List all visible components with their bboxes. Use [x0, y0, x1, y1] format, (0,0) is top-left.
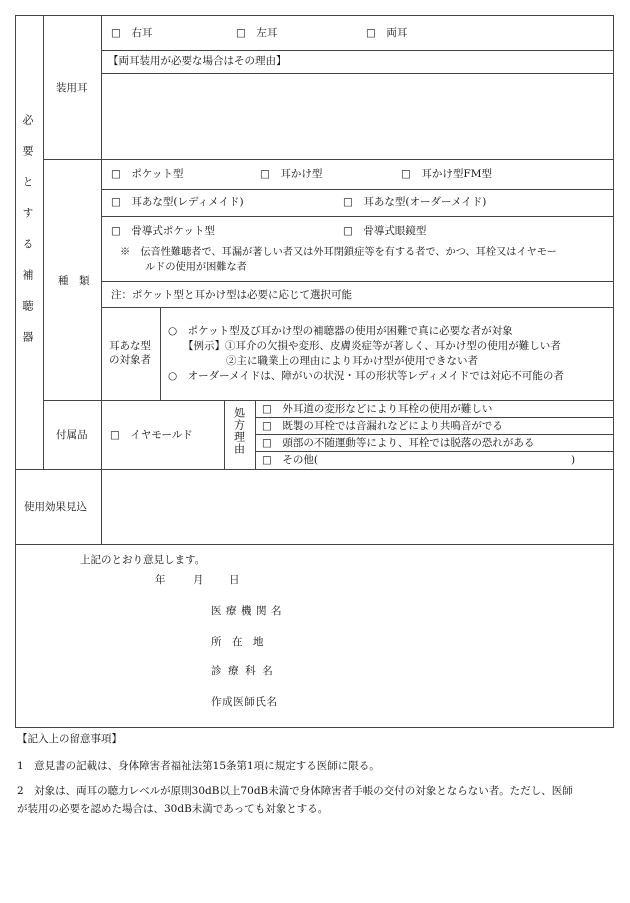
- divider: [15, 544, 614, 545]
- checkbox-in-ear-ready-made[interactable]: □ 耳あな型(レディメイド): [111, 196, 244, 208]
- other-reason-input[interactable]: [330, 453, 566, 467]
- date-day-label: 日: [229, 574, 240, 586]
- checkbox-in-ear-custom-made[interactable]: □ 耳あな型(オーダーメイド): [343, 196, 487, 208]
- expected-effect-label: 使用効果見込: [24, 501, 87, 513]
- checkbox-behind-ear-fm-type[interactable]: □ 耳かけ型FM型: [401, 168, 492, 180]
- checkbox-bone-conduction-pocket[interactable]: □ 骨導式ポケット型: [111, 225, 215, 237]
- department-label: 診療科名: [211, 665, 280, 677]
- checkbox-reason-other[interactable]: □ その他(: [262, 454, 319, 466]
- in-ear-criteria-line: ○ オーダーメイドは、障がいの状況・耳の形状等レディメイドでは対応不可能の者: [168, 370, 564, 382]
- soubi-label: 装用耳: [56, 82, 88, 94]
- divider: [160, 307, 161, 401]
- checkbox-left-ear[interactable]: □ 左耳: [236, 27, 278, 39]
- border-left: [15, 15, 16, 728]
- shurui-label: 種 類: [58, 275, 90, 287]
- in-ear-target-label-2: の対象者: [109, 354, 151, 366]
- doctor-name-label: 作成医師氏名: [211, 696, 278, 708]
- divider: [224, 400, 225, 470]
- divider: [255, 400, 256, 470]
- divider: [43, 400, 613, 401]
- note-item-2-continued: が装用の必要を認めた場合は、30dB未満であっても対象とする。: [17, 803, 329, 815]
- divider-left-column: [43, 15, 44, 470]
- divider: [101, 216, 613, 217]
- checkbox-ear-mold[interactable]: □ イヤモールド: [110, 429, 193, 441]
- divider: [43, 159, 613, 160]
- bone-conduction-note-line1: ※ 伝音性難聴者で、耳漏が著しい者又は外耳閉鎖症等を有する者で、かつ、耳栓又はイヤモー: [120, 247, 557, 258]
- divider-label-column: [101, 15, 102, 545]
- checkbox-reason-fall-off[interactable]: □ 頭部の不随運動等により、耳栓では脱落の恐れがある: [262, 437, 535, 449]
- divider: [15, 469, 614, 470]
- bone-conduction-note-line2: ルドの使用が困難な者: [145, 262, 247, 273]
- divider: [255, 451, 613, 452]
- divider: [101, 50, 613, 51]
- section-label-hearing-aid: 必要とする補聴器: [21, 114, 34, 362]
- date-month-label: 月: [193, 574, 204, 586]
- accessories-label: 付属品: [56, 429, 88, 441]
- border-top: [15, 15, 614, 16]
- checkbox-bone-conduction-glasses[interactable]: □ 骨導式眼鏡型: [343, 225, 427, 237]
- prescription-reason-label: 処方理由: [232, 407, 246, 455]
- border-right: [613, 15, 614, 728]
- note-item-2: 2 対象は、両耳の聴力レベルが原則30dB以上70dB未満で身体障害者手帳の交付の対象とならない者。ただし、医師: [17, 785, 573, 797]
- in-ear-criteria-line: ②主に職業上の理由により耳かけ型が使用できない者: [226, 355, 478, 367]
- checkbox-right-ear[interactable]: □ 右耳: [111, 27, 153, 39]
- date-year-label: 年: [155, 574, 166, 586]
- checkbox-pocket-type[interactable]: □ ポケット型: [111, 168, 184, 180]
- checkbox-both-ears[interactable]: □ 両耳: [366, 27, 408, 39]
- divider: [101, 189, 613, 190]
- border-bottom: [15, 727, 614, 728]
- notes-title: 【記入上の留意事項】: [17, 733, 122, 745]
- type-selection-note: 注：ポケット型と耳かけ型は必要に応じて選択可能: [111, 289, 352, 301]
- address-label: 所 在 地: [211, 636, 264, 648]
- note-item-1: 1 意見書の記載は、身体障害者福祉法第15条第1項に規定する医師に限る。: [17, 760, 380, 772]
- divider: [255, 417, 613, 418]
- expected-effect-field[interactable]: [103, 472, 611, 542]
- divider: [101, 73, 613, 74]
- checkbox-behind-ear-type[interactable]: □ 耳かけ型: [260, 168, 323, 180]
- checkbox-reason-ear-canal[interactable]: □ 外耳道の変形などにより耳栓の使用が難しい: [262, 403, 493, 415]
- opinion-statement: 上記のとおり意見します。: [80, 554, 206, 566]
- in-ear-target-label-1: 耳あな型: [109, 340, 151, 352]
- in-ear-criteria-line: ○ ポケット型及び耳かけ型の補聴器の使用が困難で真に必要な者が対象: [168, 325, 513, 337]
- medical-institution-label: 医療機関名: [211, 605, 286, 617]
- both-ears-reason-label: 【両耳装用が必要な場合はその理由】: [108, 55, 287, 67]
- in-ear-criteria-line: 【例示】①耳介の欠損や変形、皮膚炎症等が著しく、耳かけ型の使用が難しい者: [183, 340, 561, 352]
- both-ears-reason-field[interactable]: [103, 75, 611, 157]
- divider: [101, 281, 613, 282]
- checkbox-reason-resonance[interactable]: □ 既製の耳栓では音漏れなどにより共鳴音がでる: [262, 420, 503, 432]
- other-reason-close-paren: ): [571, 454, 576, 466]
- divider: [101, 307, 613, 308]
- divider: [255, 434, 613, 435]
